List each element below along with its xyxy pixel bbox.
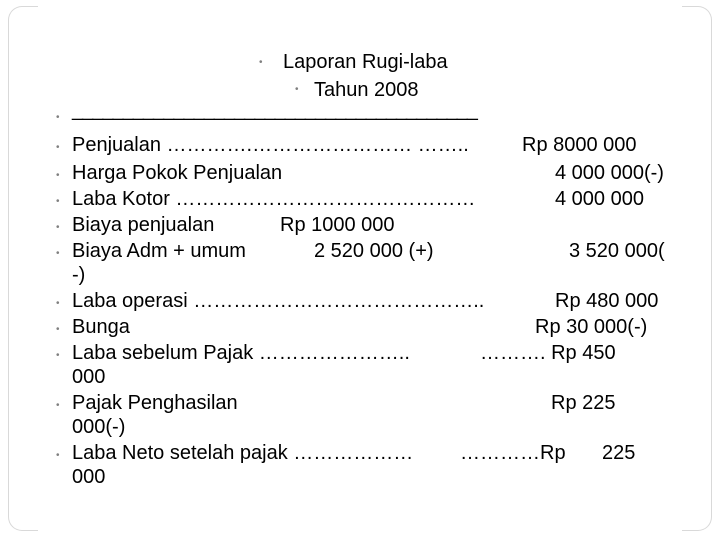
bullet-icon: • xyxy=(56,400,60,411)
item-biaya-penjualan-amount: Rp 1000 000 xyxy=(280,214,395,236)
item-biaya-adm-cont: -) xyxy=(72,264,86,286)
item-laba-sebelum-pajak-cont: 000 xyxy=(72,366,106,388)
bullet-icon: • xyxy=(259,57,263,68)
bullet-icon: • xyxy=(56,112,60,123)
item-penjualan-label: Penjualan ………….…………………… …….. xyxy=(72,134,469,156)
item-biaya-adm-label: Biaya Adm + umum xyxy=(72,240,246,262)
item-hpp-amount: 4 000 000(-) xyxy=(555,162,664,184)
item-biaya-adm-mid: 2 520 000 (+) xyxy=(314,240,434,262)
item-laba-neto-cont: 000 xyxy=(72,466,106,488)
report-subtitle: Tahun 2008 xyxy=(314,79,419,101)
bullet-icon: • xyxy=(56,324,60,335)
item-hpp-label: Harga Pokok Penjualan xyxy=(72,162,283,184)
bullet-icon: • xyxy=(56,142,60,153)
item-laba-neto-amount: 225 xyxy=(602,442,636,464)
item-laba-kotor-amount: 4 000 000 xyxy=(555,188,644,210)
item-laba-sebelum-pajak-amount: ………. Rp 450 xyxy=(480,342,616,364)
report-title: Laporan Rugi-laba xyxy=(283,51,448,73)
item-laba-neto-label: Laba Neto setelah pajak ……………… xyxy=(72,442,414,464)
bullet-icon: • xyxy=(56,170,60,181)
item-pajak-cont: 000(-) xyxy=(72,416,126,438)
bullet-icon: • xyxy=(56,222,60,233)
bullet-icon: • xyxy=(56,298,60,309)
item-laba-operasi-amount: Rp 480 000 xyxy=(555,290,659,312)
item-bunga-amount: Rp 30 000(-) xyxy=(535,316,648,338)
item-laba-sebelum-pajak-label: Laba sebelum Pajak ………………….. xyxy=(72,342,410,364)
item-pajak-label: Pajak Penghasilan xyxy=(72,392,238,414)
bullet-icon: • xyxy=(295,84,299,95)
item-bunga-label: Bunga xyxy=(72,316,130,338)
item-biaya-penjualan-label: Biaya penjualan xyxy=(72,214,215,236)
bullet-icon: • xyxy=(56,248,60,259)
item-laba-neto-mid: …………Rp xyxy=(460,442,566,464)
separator-line: ________________________________________ xyxy=(72,99,477,121)
bullet-icon: • xyxy=(56,196,60,207)
bullet-icon: • xyxy=(56,450,60,461)
bullet-icon: • xyxy=(56,350,60,361)
item-penjualan-amount: Rp 8000 000 xyxy=(522,134,637,156)
item-biaya-adm-amount: 3 520 000( xyxy=(569,240,665,262)
item-laba-operasi-label: Laba operasi …………………………………….. xyxy=(72,290,485,312)
item-laba-kotor-label: Laba Kotor ……………………………………… xyxy=(72,188,476,210)
item-pajak-amount: Rp 225 xyxy=(551,392,616,414)
